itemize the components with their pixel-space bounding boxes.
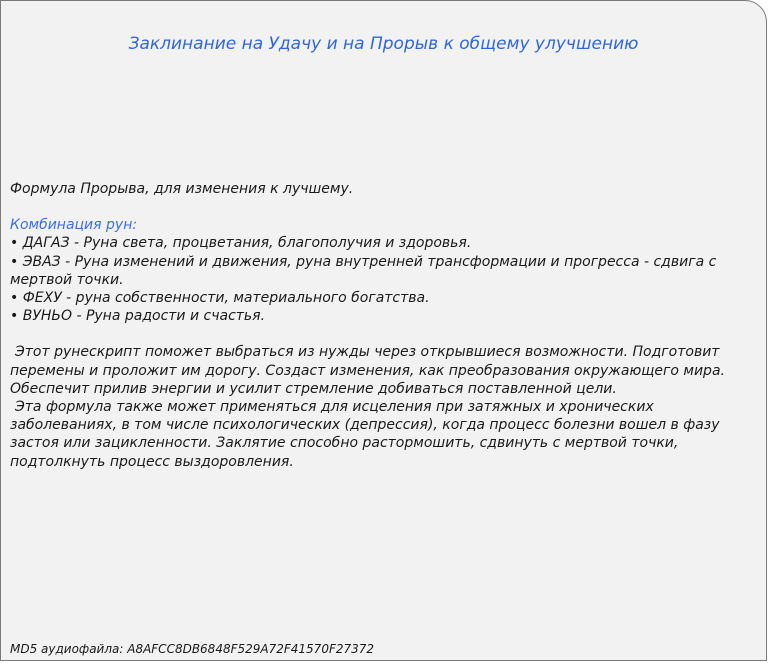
spacer	[10, 325, 754, 343]
rune-item-dagaz: • ДАГАЗ - Руна света, процветания, благополучия и здоровья.	[10, 235, 472, 252]
description-paragraph-1: Этот рунескрипт поможет выбраться из нужды через открывшиеся возможности. Подготовит перемены и проложит им дорогу. Создаст изменения, как преобразования окружающего мира. Обеспечит прилив энергии и усилит стремление добиваться поставленной цели.	[10, 344, 725, 397]
combination-heading: Комбинация рун:	[10, 217, 138, 234]
rune-item-fehu: • ФЕХУ - руна собственности, материального богатства.	[10, 290, 430, 307]
spacer	[10, 198, 754, 216]
description-paragraph-2: Эта формула также может применяться для исцеления при затяжных и хронических заболеваниях, в том числе психологических (депрессия), когда процесс болезни вошел в фазу застоя или зацикленности. Заклятие способно растормошить, сдвинуть с мертвой точки, подтолкнуть процесс выздоровления.	[10, 399, 720, 470]
spell-body	[10, 180, 754, 471]
rune-item-evaz: • ЭВАЗ - Руна изменений и движения, руна внутренней трансформации и прогресса - сдвига с мертвой точки.	[10, 253, 717, 288]
intro-text: Формула Прорыва, для изменения к лучшему.	[10, 181, 354, 197]
md5-hash-label: MD5 аудиофайла: A8AFCC8DB6848F529A72F41570F27372	[10, 642, 375, 656]
page-title: Заклинание на Удачу и на Прорыв к общему улучшению	[128, 34, 639, 54]
rune-item-vunyo: • ВУНЬО - Руна радости и счастья.	[10, 308, 266, 325]
